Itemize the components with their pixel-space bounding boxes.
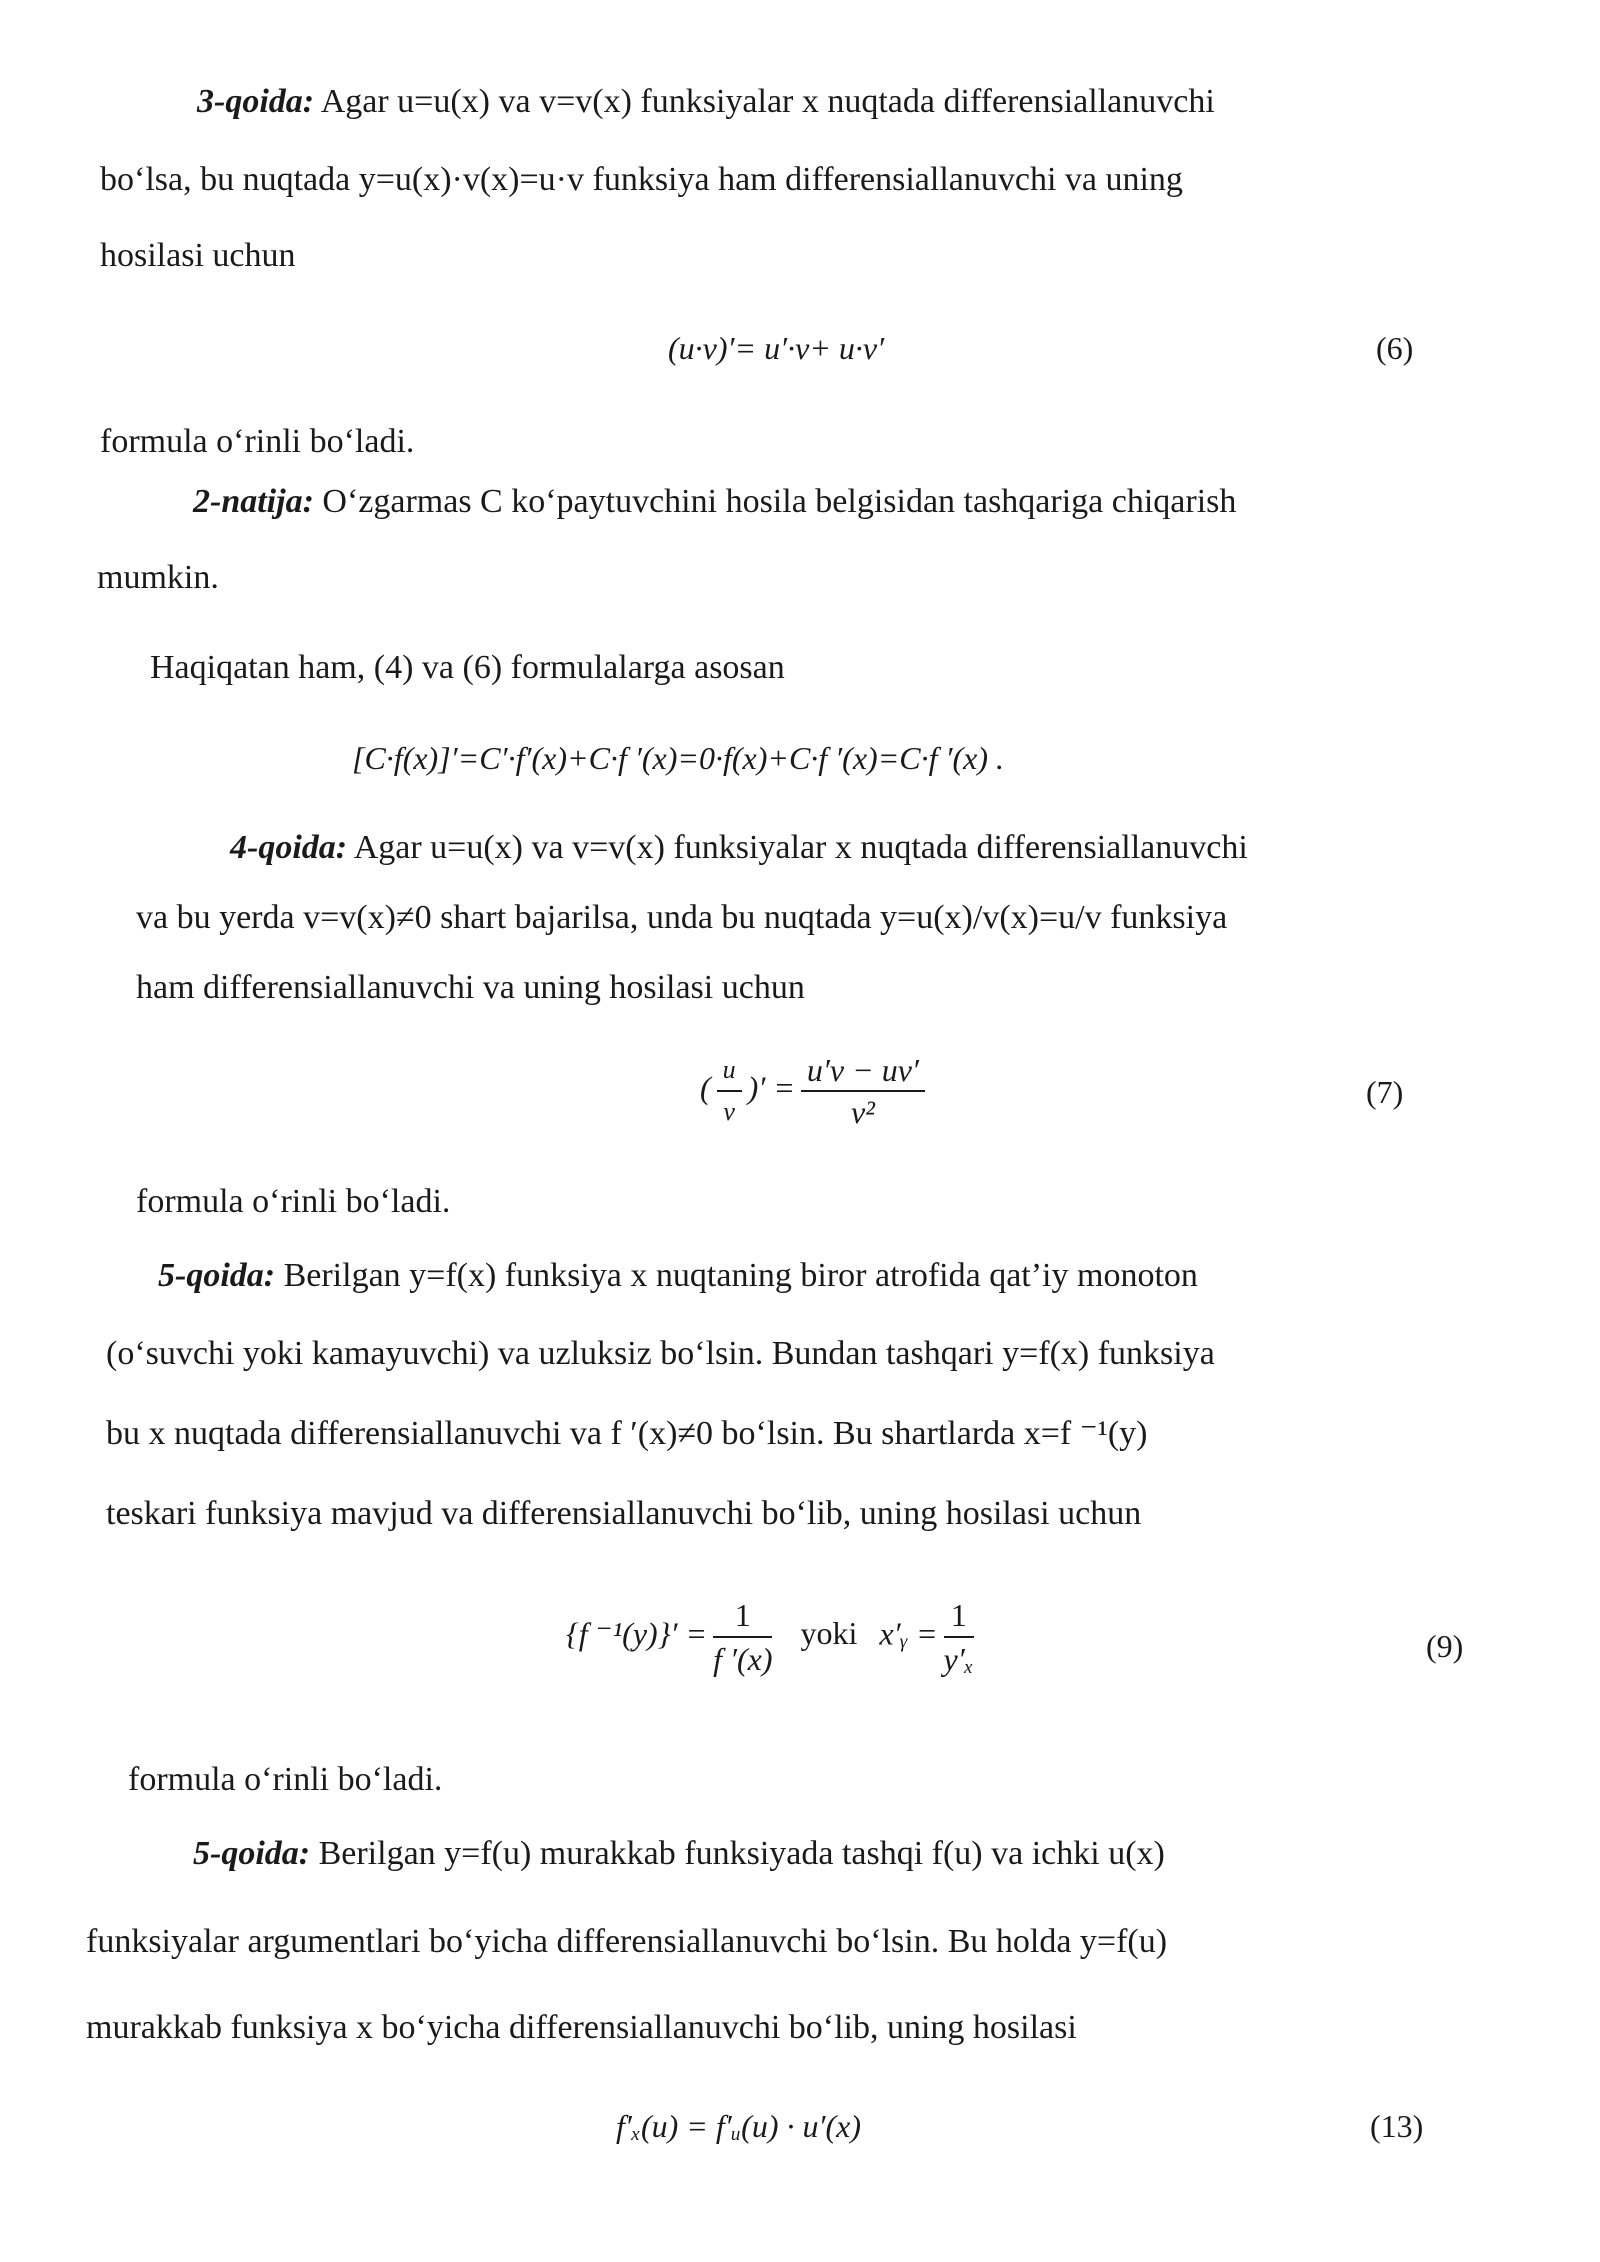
corollary-2-line-1 bbox=[193, 482, 1236, 522]
formula-remark-3: formula o‘rinli bo‘ladi. bbox=[128, 1761, 443, 1798]
formula-7-denominator: v² bbox=[851, 1094, 875, 1130]
formula-9-fraction-2 bbox=[944, 1596, 974, 1678]
rule-5a-line-2: (o‘suvchi yoki kamayuvchi) va uzluksiz bo‘lsin. Bundan tashqari y=f(x) funksiya bbox=[106, 1335, 1215, 1372]
formula-13: f′ₓ(u) = f′ᵤ(u) · u′(x) bbox=[616, 2108, 861, 2144]
formula-remark-1: formula o‘rinli bo‘ladi. bbox=[100, 423, 415, 460]
formula-7-fraction bbox=[801, 1052, 925, 1130]
rule-4-line-1 bbox=[230, 828, 1248, 868]
rule-3-line-3: hosilasi uchun bbox=[100, 237, 296, 274]
rule-5a-line-4: teskari funksiya mavjud va differensiallanuvchi bo‘lib, uning hosilasi uchun bbox=[106, 1495, 1142, 1532]
formula-remark-2: formula o‘rinli bo‘ladi. bbox=[136, 1183, 451, 1220]
formula-7-close: )′ = bbox=[747, 1069, 795, 1106]
proof-intro: Haqiqatan ham, (4) va (6) formulalarga asosan bbox=[150, 649, 785, 686]
formula-9-fraction-1 bbox=[713, 1596, 772, 1678]
formula-7-open: ( bbox=[700, 1069, 711, 1106]
formula-9-denominator-1: f ′(x) bbox=[713, 1641, 773, 1677]
formula-9-denominator-2: y′ₓ bbox=[943, 1641, 974, 1677]
formula-9 bbox=[566, 1596, 980, 1678]
rule-4-text: Agar u=u(x) va v=v(x) funksiyalar x nuqtada differensiallanuvchi bbox=[347, 829, 1248, 866]
formula-7 bbox=[700, 1052, 931, 1130]
formula-9-mid: x′ᵧ = bbox=[879, 1615, 938, 1652]
formula-7-inner-fraction bbox=[717, 1052, 742, 1130]
rule-3-line-1 bbox=[197, 82, 1215, 122]
rule-5a-line-3: bu x nuqtada differensiallanuvchi va f ′(x)≠0 bo‘lsin. Bu shartlarda x=f ⁻¹(y) bbox=[106, 1415, 1148, 1452]
rule-5a-line-1 bbox=[158, 1256, 1198, 1296]
formula-9-yoki: yoki bbox=[800, 1615, 858, 1652]
rule-5b-line-2: funksiyalar argumentlari bo‘yicha differensiallanuvchi bo‘lsin. Bu holda y=f(u) bbox=[86, 1923, 1168, 1960]
rule-5a-text: Berilgan y=f(x) funksiya x nuqtaning biror atrofida qat’iy monoton bbox=[275, 1257, 1198, 1294]
formula-7-numerator: u′v − uv′ bbox=[801, 1052, 925, 1092]
equation-number-9: (9) bbox=[1426, 1628, 1464, 1664]
corollary-2-line-2: mumkin. bbox=[97, 559, 219, 596]
equation-number-6: (6) bbox=[1376, 330, 1414, 366]
formula-9-numerator-1: 1 bbox=[713, 1596, 772, 1638]
rule-5b-label: 5-qoida: bbox=[193, 1835, 311, 1872]
equation-number-13: (13) bbox=[1370, 2108, 1424, 2144]
rule-3-text: Agar u=u(x) va v=v(x) funksiyalar x nuqtada differensiallanuvchi bbox=[314, 83, 1215, 120]
formula-7-v: v bbox=[723, 1097, 735, 1126]
rule-5a-label: 5-qoida: bbox=[158, 1257, 276, 1294]
rule-5b-text: Berilgan y=f(u) murakkab funksiyada tashqi f(u) va ichki u(x) bbox=[310, 1835, 1165, 1872]
formula-9-numerator-2: 1 bbox=[944, 1596, 974, 1638]
rule-3-label: 3-qoida: bbox=[197, 83, 315, 120]
formula-9-lhs: {f ⁻¹(y)}′ = bbox=[566, 1615, 708, 1652]
formula-7-u: u bbox=[717, 1052, 742, 1092]
formula-constant-factor: [C·f(x)]′=C′·f′(x)+C·f ′(x)=0·f(x)+C·f ′(x)=C·f ′(x) . bbox=[352, 740, 1005, 776]
rule-4-line-2: va bu yerda v=v(x)≠0 shart bajarilsa, unda bu nuqtada y=u(x)/v(x)=u/v funksiya bbox=[136, 899, 1228, 936]
rule-5b-line-1 bbox=[193, 1834, 1165, 1874]
corollary-2-label: 2-natija: bbox=[193, 483, 314, 520]
rule-5b-line-3: murakkab funksiya x bo‘yicha differensiallanuvchi bo‘lib, uning hosilasi bbox=[86, 2009, 1077, 2046]
formula-6: (u·v)′= u′·v+ u·v′ bbox=[668, 330, 885, 366]
rule-4-line-3: ham differensiallanuvchi va uning hosilasi uchun bbox=[136, 969, 805, 1006]
corollary-2-text: O‘zgarmas C ko‘paytuvchini hosila belgisidan tashqariga chiqarish bbox=[313, 483, 1237, 520]
equation-number-7: (7) bbox=[1366, 1074, 1404, 1110]
rule-4-label: 4-qoida: bbox=[230, 829, 348, 866]
rule-3-line-2: bo‘lsa, bu nuqtada y=u(x)·v(x)=u·v funksiya ham differensiallanuvchi va uning bbox=[100, 161, 1183, 198]
